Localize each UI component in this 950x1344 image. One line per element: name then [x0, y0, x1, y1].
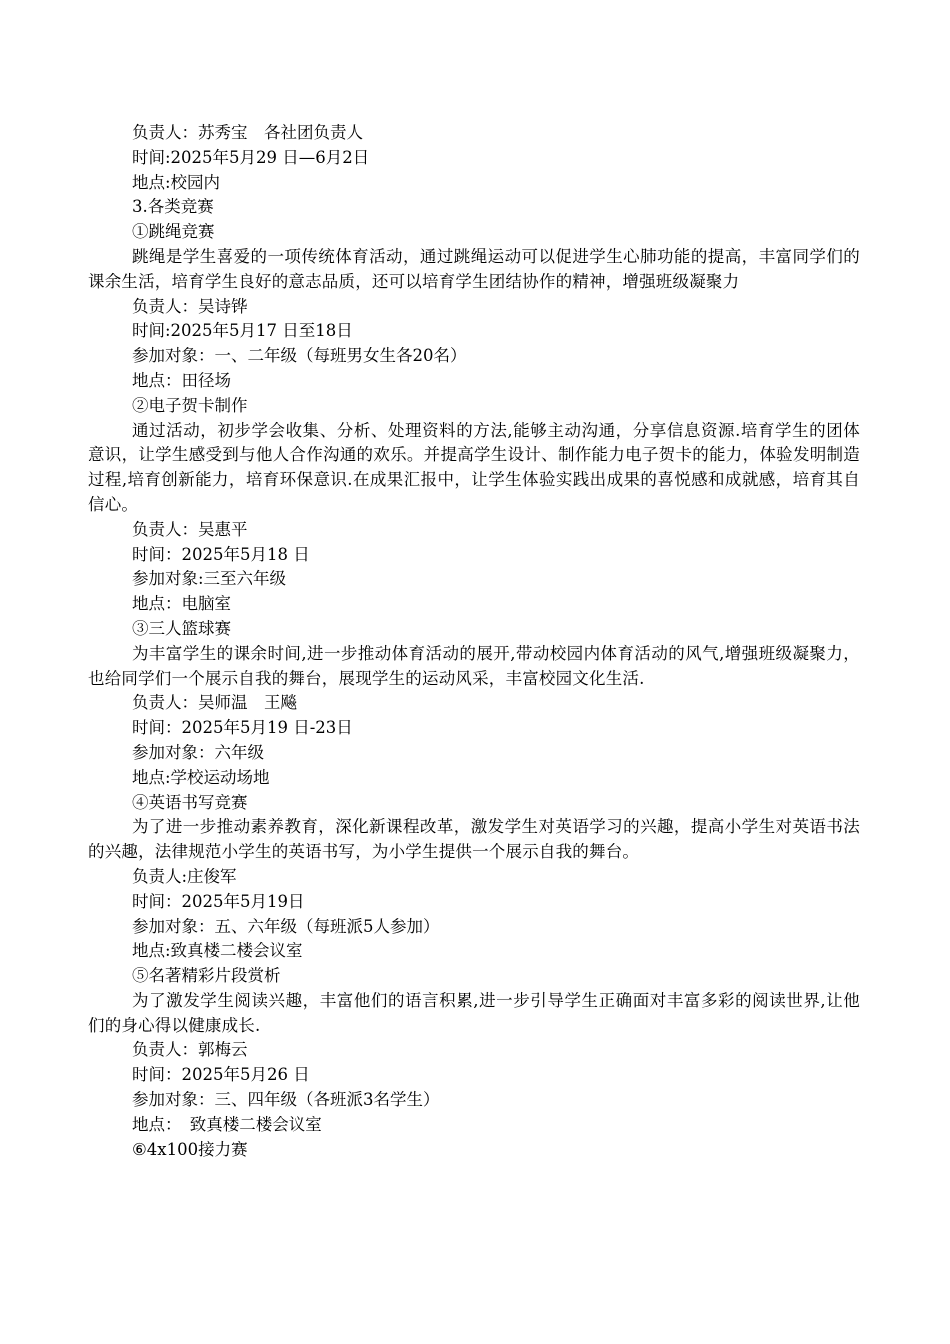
- contest-description-english-writing: 为了进一步推动素养教育，深化新课程改革，激发学生对英语学习的兴趣，提高小学生对英语书法的兴趣，法律规范小学生的英语书写，为小学生提供一个展示自我的舞台。: [88, 817, 860, 862]
- organizer-line: 负责人:庄俊军: [132, 866, 237, 886]
- time-line: 时间:2025年5月17 日至18日: [132, 321, 353, 341]
- contest-heading-basketball: ③三人篮球赛: [132, 618, 231, 638]
- organizer-line: 负责人：郭梅云: [132, 1040, 248, 1060]
- participants-line: 参加对象：一、二年级（每班男女生各20名）: [132, 346, 467, 366]
- contest-heading-jump-rope: ①跳绳竞赛: [132, 222, 215, 242]
- time-line: 时间：2025年5月26 日: [132, 1065, 310, 1085]
- time-line: 时间：2025年5月19日: [132, 891, 305, 911]
- participants-line: 参加对象:三至六年级: [132, 569, 287, 589]
- organizer-line: 负责人：吴师温 王飚: [132, 693, 297, 713]
- participants-line: 参加对象：五、六年级（每班派5人参加）: [132, 916, 440, 936]
- contest-description-ecard: 通过活动，初步学会收集、分析、处理资料的方法,能够主动沟通，分享信息资源.培育学生的团体意识，让学生感受到与他人合作沟通的欢乐。并提高学生设计、制作能力电子贺卡的能力，体验发明制造过程,培育创新能力，培育环保意识.在成果汇报中，让学生体验实践出成果的喜悦感和成就感，培育其自信心。: [88, 420, 860, 514]
- section-heading: 3.各类竞赛: [132, 197, 214, 217]
- participants-line: 参加对象：六年级: [132, 742, 264, 762]
- contest-heading-relay: ⑥4x100接力赛: [132, 1139, 248, 1159]
- time-line: 时间:2025年5月29 日—6月2日: [132, 147, 370, 167]
- contest-description-basketball: 为丰富学生的课余时间,进一步推动体育活动的展开,带动校园内体育活动的风气,增强班级凝聚力，也给同学们一个展示自我的舞台，展现学生的运动风采，丰富校园文化生活.: [88, 643, 860, 688]
- location-line: 地点:致真楼二楼会议室: [132, 941, 303, 961]
- participants-line: 参加对象：三、四年级（各班派3名学生）: [132, 1090, 440, 1110]
- document-page: [88, 121, 860, 1162]
- location-line: 地点:校园内: [132, 172, 221, 192]
- contest-heading-english-writing: ④英语书写竞赛: [132, 792, 248, 812]
- time-line: 时间：2025年5月19 日-23日: [132, 718, 353, 738]
- location-line: 地点：田径场: [132, 370, 231, 390]
- organizer-line: 负责人：苏秀宝 各社团负责人: [132, 123, 363, 142]
- contest-heading-ecard: ②电子贺卡制作: [132, 395, 248, 415]
- location-line: 地点:学校运动场地: [132, 767, 270, 787]
- contest-heading-classics: ⑤名著精彩片段赏析: [132, 966, 281, 986]
- location-line: 地点：电脑室: [132, 594, 231, 614]
- time-line: 时间：2025年5月18 日: [132, 544, 310, 564]
- organizer-line: 负责人：吴诗铧: [132, 296, 248, 316]
- contest-description-classics: 为了激发学生阅读兴趣，丰富他们的语言积累,进一步引导学生正确面对丰富多彩的阅读世界,让他们的身心得以健康成长.: [88, 990, 860, 1035]
- organizer-line: 负责人：吴惠平: [132, 519, 248, 539]
- contest-description-jump-rope: 跳绳是学生喜爱的一项传统体育活动，通过跳绳运动可以促进学生心肺功能的提高，丰富同学们的课余生活，培育学生良好的意志品质，还可以培育学生团结协作的精神，增强班级凝聚力: [88, 246, 860, 291]
- location-line: 地点： 致真楼二楼会议室: [132, 1114, 322, 1134]
